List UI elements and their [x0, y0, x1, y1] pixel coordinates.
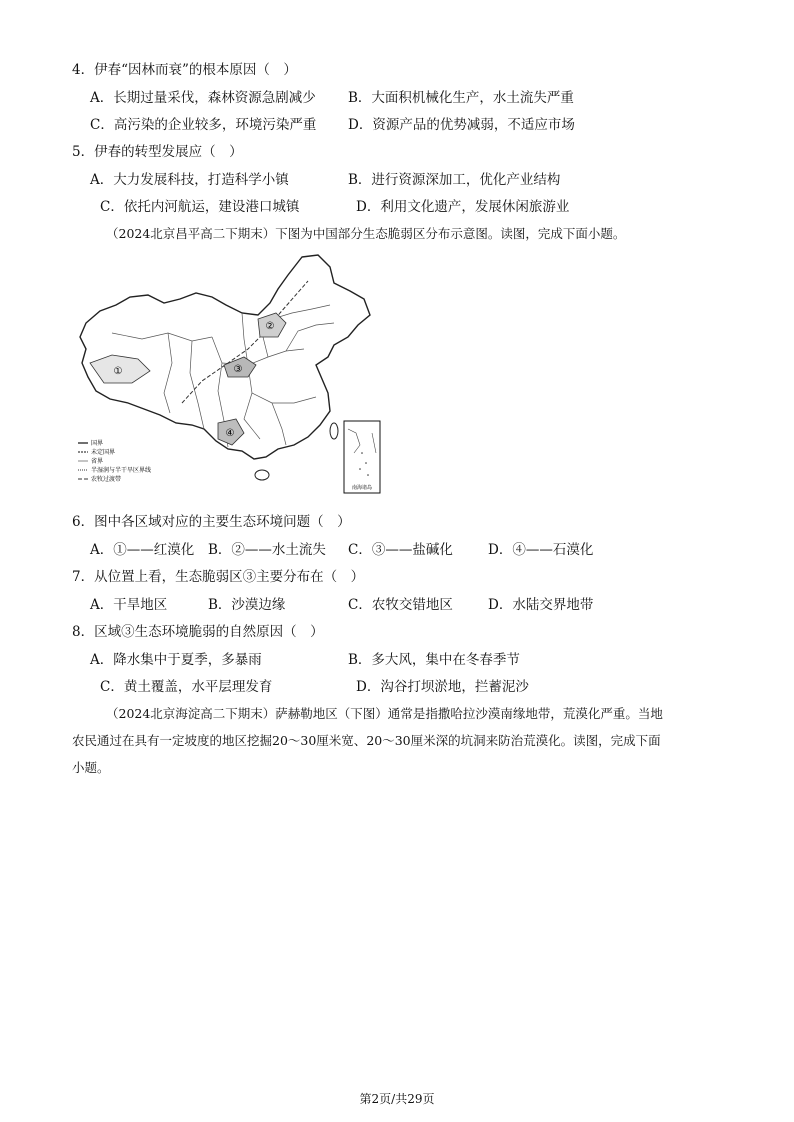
q5-option-a: A．大力发展科技，打造科学小镇: [90, 172, 289, 188]
q6-stem: 6．图中各区域对应的主要生态环境问题（ ）: [72, 514, 351, 530]
q5-option-b: B．进行资源深加工，优化产业结构: [348, 172, 561, 188]
q7-option-d: D．水陆交界地带: [488, 597, 594, 613]
q6-option-d: D．④——石漠化: [488, 542, 594, 558]
q6-option-c: C．③——盐碱化: [348, 542, 453, 558]
intro-changping: （2024北京昌平高二下期末）下图为中国部分生态脆弱区分布示意图。读图，完成下面小题。: [106, 226, 626, 241]
q8-option-a: A．降水集中于夏季，多暴雨: [90, 652, 262, 668]
region-label-1: ①: [113, 366, 123, 377]
legend-item-1: 国界: [91, 440, 104, 447]
q7-option-a: A．干旱地区: [90, 597, 168, 613]
legend-item-2: 未定国界: [91, 449, 116, 456]
q8-option-d: D．沟谷打坝淤地，拦蓄泥沙: [356, 679, 529, 695]
q6-option-b: B．②——水土流失: [208, 542, 326, 558]
q4-option-c: C．高污染的企业较多，环境污染严重: [90, 117, 317, 133]
q7-option-c: C．农牧交错地区: [348, 597, 453, 613]
q7-stem: 7．从位置上看，生态脆弱区③主要分布在（ ）: [72, 569, 365, 585]
q5-option-d: D．利用文化遗产，发展休闲旅游业: [356, 199, 570, 215]
q8-option-c: C．黄土覆盖，水平层理发育: [100, 679, 273, 695]
q6-option-a: A．①——红漠化: [90, 542, 195, 558]
q4-option-d: D．资源产品的优势减弱，不适应市场: [348, 117, 575, 133]
q4-stem: 4．伊春“因林而衰”的根本原因（ ）: [72, 62, 297, 78]
legend-item-5: 农牧过渡带: [91, 476, 122, 483]
q4-option-a: A．长期过量采伐，森林资源急剧减少: [90, 90, 316, 106]
region-label-3: ③: [233, 364, 243, 375]
q8-option-b: B．多大风，集中在冬春季节: [348, 652, 520, 668]
intro-haidian-line1: （2024北京海淀高二下期末）萨赫勒地区（下图）通常是指撒哈拉沙漠南缘地带，荒漠化严重。当地: [106, 706, 663, 721]
q8-stem: 8．区域③生态环境脆弱的自然原因（ ）: [72, 624, 324, 640]
south-china-sea-inset: [344, 421, 380, 493]
china-eco-fragile-map: [72, 253, 384, 497]
legend-item-4: 半湿润与半干旱区界线: [91, 467, 152, 474]
intro-haidian-line3: 小题。: [72, 760, 110, 775]
region-label-4: ④: [225, 428, 235, 439]
q5-stem: 5．伊春的转型发展应（ ）: [72, 144, 243, 160]
inset-label: 南海诸岛: [351, 485, 373, 491]
map-legend: [78, 439, 151, 483]
q7-option-b: B．沙漠边缘: [208, 597, 286, 613]
page-number: 第2页/共29页: [359, 1092, 435, 1106]
legend-item-3: 省界: [91, 458, 104, 465]
q5-option-c: C．依托内河航运，建设港口城镇: [100, 199, 300, 215]
intro-haidian-line2: 农民通过在具有一定坡度的地区挖掘20～30厘米宽、20～30厘米深的坑洞来防治荒漠化。读图，完成下面: [72, 733, 661, 748]
q4-option-b: B．大面积机械化生产，水土流失严重: [348, 90, 574, 106]
region-label-2: ②: [265, 321, 275, 332]
